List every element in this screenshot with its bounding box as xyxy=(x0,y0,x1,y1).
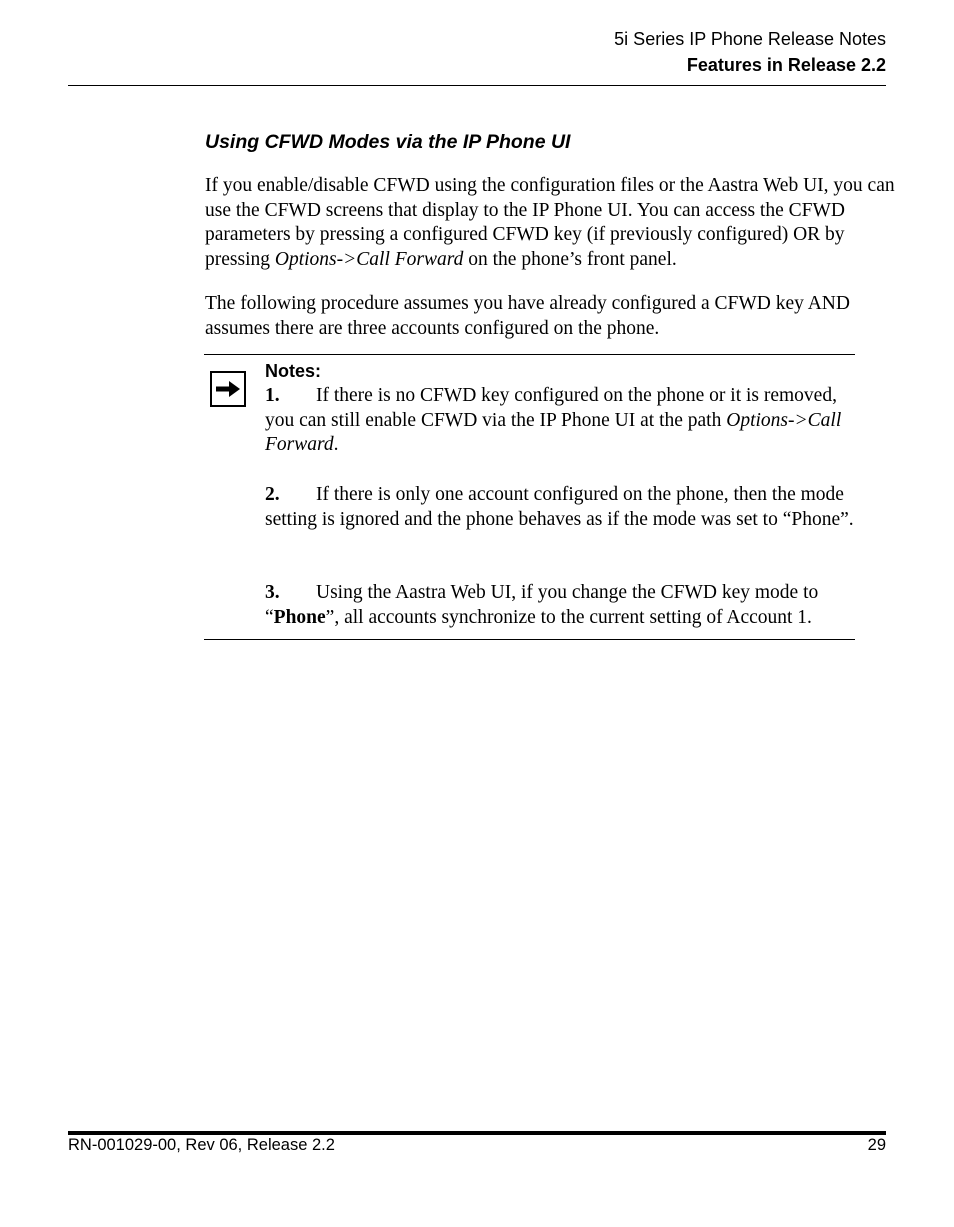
note-number: 2. xyxy=(265,484,280,505)
note-text: If there is no CFWD key configured on the phone or it is removed, you can still enable CFWD via the IP Phone UI at the path xyxy=(265,385,837,431)
note-number: 1. xyxy=(265,385,280,406)
note-text-end: . xyxy=(333,434,339,456)
page-number: 29 xyxy=(867,1136,886,1154)
note-text-end: ”, all accounts synchronize to the current setting of Account 1. xyxy=(325,606,812,628)
header-section-title: Features in Release 2.2 xyxy=(686,55,886,75)
notes-bottom-divider xyxy=(204,639,855,640)
note-item-2 xyxy=(265,483,865,532)
note-number: 3. xyxy=(265,582,280,603)
header-doc-title: 5i Series IP Phone Release Notes xyxy=(614,29,886,49)
arrow-right-icon xyxy=(210,371,246,407)
footer-divider xyxy=(68,1131,886,1135)
note-item-3 xyxy=(265,581,865,630)
header-divider xyxy=(68,85,886,86)
intro-text: If you enable/disable CFWD using the configuration files or the Aastra Web UI, you can use the CFWD screens that display to the IP Phone UI. You can access the CFWD parameters by pressing a configured CFWD key (if previously configured) OR by pressing xyxy=(205,175,895,270)
menu-path: Options->Call Forward xyxy=(265,409,842,456)
note-text: Using the Aastra Web UI, if you change the CFWD key mode to “ xyxy=(265,582,819,628)
notes-top-divider xyxy=(204,354,855,355)
mode-name: Phone xyxy=(273,606,326,628)
section-heading: Using CFWD Modes via the IP Phone UI xyxy=(205,131,571,153)
notes-title: Notes: xyxy=(265,361,322,381)
note-text: If there is only one account configured on the phone, then the mode setting is ignored and the phone behaves as if the mode was set to “Phone”. xyxy=(265,484,854,530)
note-item-1 xyxy=(265,384,865,458)
procedure-paragraph: The following procedure assumes you have already configured a CFWD key AND assumes there are three accounts configured on the phone. xyxy=(205,293,850,339)
footer-doc-id: RN-001029-00, Rev 06, Release 2.2 xyxy=(68,1136,335,1154)
menu-path: Options->Call Forward xyxy=(274,248,464,270)
intro-text-end: on the phone’s front panel. xyxy=(463,248,677,270)
intro-paragraph xyxy=(205,174,895,272)
